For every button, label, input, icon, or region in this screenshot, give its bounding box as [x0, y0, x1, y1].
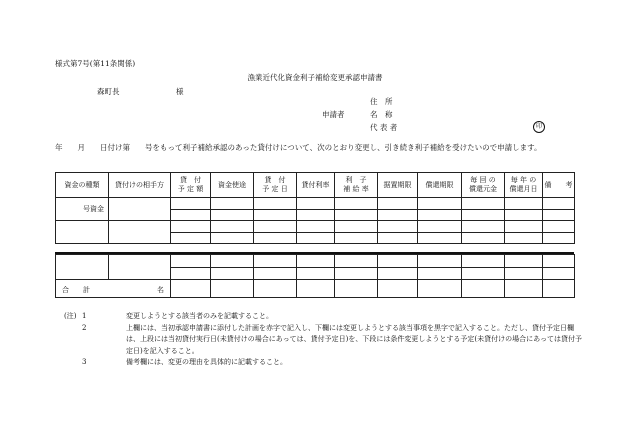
table-cell	[109, 198, 171, 221]
table-cell	[418, 280, 462, 298]
table-cell	[211, 255, 254, 268]
header-fund-type	[56, 173, 109, 198]
note-number: 3	[82, 358, 87, 366]
header-text: 貸 付 予 定 日	[262, 176, 288, 193]
applicant-label: 申請者	[322, 110, 345, 119]
total-count-suffix: 名	[157, 286, 164, 294]
table-cell	[335, 255, 378, 268]
table-cell	[297, 209, 335, 221]
table-cell	[297, 280, 335, 298]
table-cell	[543, 267, 575, 280]
table-cell	[378, 280, 418, 298]
header-text: 資金の種類	[64, 181, 100, 189]
table-cell	[378, 221, 418, 233]
name-label: 名 称	[370, 110, 393, 119]
table-header-row	[56, 173, 575, 198]
header-interest-rate	[297, 173, 335, 198]
notes-section	[64, 311, 584, 369]
table-cell	[543, 209, 575, 221]
notes-heading: (注)	[64, 312, 77, 320]
note-item	[64, 357, 584, 369]
table-cell	[297, 267, 335, 280]
table-cell	[418, 267, 462, 280]
header-text: 貸付利率	[301, 181, 330, 189]
header-planned-date	[254, 173, 297, 198]
table-cell	[335, 209, 378, 221]
table-cell	[505, 267, 543, 280]
table-cell	[211, 209, 254, 221]
table-cell	[505, 209, 543, 221]
note-text: 変更しようとする該当者のみを記載すること。	[126, 312, 273, 320]
header-text: 貸 付 予 定 額	[177, 176, 204, 193]
table-cell	[171, 280, 211, 298]
address-label: 住 所	[370, 97, 393, 106]
note-number: 2	[82, 323, 87, 332]
table-cell	[171, 198, 211, 210]
total-label-cell	[56, 280, 171, 298]
representative-label: 代 表 者	[370, 123, 398, 132]
table-cell	[171, 221, 211, 233]
table-cell	[254, 280, 297, 298]
header-text: 毎 回 の 償還元金	[469, 176, 497, 193]
seal-mark: 印	[533, 121, 545, 133]
header-text: 据置期限	[383, 181, 412, 189]
table-cell	[335, 267, 378, 280]
table-row	[56, 221, 575, 233]
table-cell	[254, 267, 297, 280]
table-cell	[254, 209, 297, 221]
table-cell	[254, 221, 297, 233]
table-cell	[418, 198, 462, 210]
table-cell	[378, 232, 418, 244]
header-repayment-period	[418, 173, 462, 198]
table-cell	[505, 255, 543, 268]
table-cell	[335, 198, 378, 210]
table-cell	[171, 267, 211, 280]
table-cell	[462, 255, 505, 268]
header-repayment-date	[505, 173, 543, 198]
fund-type-cell	[56, 198, 109, 221]
table-cell	[462, 280, 505, 298]
table-row	[56, 198, 575, 210]
document-title: 漁業近代化資金利子補給変更承認申請書	[247, 73, 383, 82]
addressee-honorific: 様	[176, 87, 184, 96]
table-cell	[297, 198, 335, 210]
table-cell	[505, 280, 543, 298]
application-statement: 年 月 日付け第 号をもって利子補給承認のあった貸付けについて、次のとおり変更し、引き続き利子補給を受けたいので申請します。	[55, 143, 542, 152]
header-text: 利 子 補 給 率	[343, 176, 369, 193]
table-cell	[505, 198, 543, 210]
total-label: 合 計	[62, 286, 90, 294]
table-cell	[543, 232, 575, 244]
form-number: 様式第7号(第11条関係)	[55, 59, 136, 68]
addressee: 森町長	[97, 87, 120, 96]
table-cell	[211, 198, 254, 210]
table-cell	[254, 198, 297, 210]
table-cell	[254, 232, 297, 244]
table-cell	[462, 209, 505, 221]
table-cell	[462, 198, 505, 210]
note-item	[64, 323, 584, 358]
table-cell	[543, 280, 575, 298]
table-cell	[171, 209, 211, 221]
table-cell	[378, 255, 418, 268]
header-text: 資金使途	[218, 181, 246, 189]
table-cell	[462, 221, 505, 233]
note-text: 上欄には、当初承認申請書に添付した計画を赤字で記入し、下欄には変更しようとする該当事項を黒字で記入すること。ただし、貸付予定日欄は、上段には当初貸付実行日(未貸付けの場合にあっては、貸付予定日)を、下段には条件変更しようとする予定(未貸付けの場合にあっては貸付予定日)を記入すること。	[126, 323, 583, 355]
header-planned-amount	[171, 173, 211, 198]
table-cell	[109, 221, 171, 244]
table-cell	[505, 232, 543, 244]
table-cell	[378, 209, 418, 221]
header-principal	[462, 173, 505, 198]
header-grace-period	[378, 173, 418, 198]
header-fund-use	[211, 173, 254, 198]
table-cell	[211, 221, 254, 233]
note-number: 1	[82, 312, 87, 320]
header-text: 備 考	[544, 181, 573, 189]
table-cell	[56, 255, 109, 280]
table-cell	[418, 221, 462, 233]
table-cell	[297, 255, 335, 268]
header-text: 毎 年 の 償還月日	[509, 176, 538, 193]
table-cell	[211, 232, 254, 244]
table-cell	[462, 232, 505, 244]
table-cell	[543, 221, 575, 233]
table-cell	[297, 232, 335, 244]
table-cell	[109, 255, 171, 280]
table-cell	[171, 232, 211, 244]
table-cell	[254, 255, 297, 268]
total-row	[56, 280, 575, 298]
table-cell	[462, 267, 505, 280]
table-cell	[211, 267, 254, 280]
table-cell	[335, 280, 378, 298]
table-cell	[378, 198, 418, 210]
table-cell	[418, 232, 462, 244]
header-remarks	[543, 173, 575, 198]
table-cell	[335, 232, 378, 244]
table-cell	[211, 280, 254, 298]
header-text: 貸付けの相手方	[115, 181, 164, 189]
table-cell	[171, 255, 211, 268]
table-cell	[418, 209, 462, 221]
table-cell	[56, 221, 109, 244]
note-text: 備考欄には、変更の理由を具体的に記載すること。	[126, 358, 287, 366]
table-cell	[543, 255, 575, 268]
header-subsidy-rate	[335, 173, 378, 198]
table-cell	[378, 267, 418, 280]
table-cell	[505, 221, 543, 233]
note-item	[64, 311, 584, 323]
header-text: 償還期限	[425, 181, 454, 189]
table-cell	[297, 221, 335, 233]
table-cell	[543, 198, 575, 210]
header-borrower	[109, 173, 171, 198]
table-cell	[418, 255, 462, 268]
fund-type-label: 号資金	[83, 205, 104, 213]
change-table-lower	[55, 254, 575, 298]
change-table-upper	[55, 172, 575, 244]
table-row	[56, 255, 575, 268]
table-cell	[335, 221, 378, 233]
